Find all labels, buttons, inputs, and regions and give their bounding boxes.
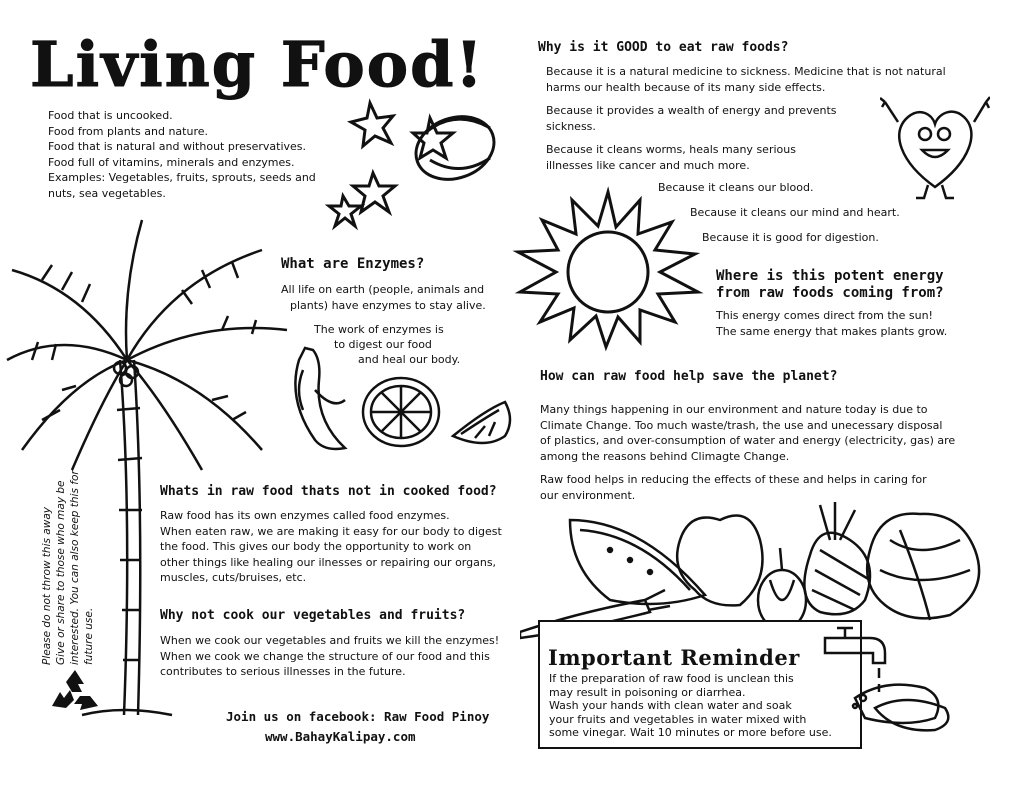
side-note-line: Give or share to those who may be <box>55 480 67 665</box>
planet-line: Climate Change. Too much waste/trash, the use and unecessary disposal <box>540 418 943 432</box>
side-note-line: future use. <box>83 607 95 665</box>
intro-line: Food full of vitamins, minerals and enzymes. <box>48 155 295 169</box>
enzymes-line-5: and heal our body. <box>358 353 461 366</box>
reminder-line: your fruits and vegetables in water mixed with <box>549 712 807 726</box>
planet-line: among the reasons behind Climagte Change. <box>540 449 790 463</box>
important-reminder-text <box>549 672 832 740</box>
why-good-short-2: Because it cleans our mind and heart. <box>690 206 900 219</box>
reminder-line: Wash your hands with clean water and soak <box>549 699 792 712</box>
reminder-line: some vinegar. Wait 10 minutes or more before use. <box>549 726 832 739</box>
not-cook-heading: Why not cook our vegetables and fruits? <box>160 608 466 623</box>
not-cook-line: When we cook we change the structure of our food and this <box>160 649 490 663</box>
not-cook-text <box>160 633 499 680</box>
reminder-line: If the preparation of raw food is unclean this <box>549 672 794 685</box>
faucet-hands-icon <box>815 618 975 738</box>
intro-text <box>48 108 316 201</box>
side-note-line: interested. You can also keep this for <box>69 470 81 665</box>
why-good-short-1: Because it cleans our blood. <box>658 181 814 194</box>
enzymes-line-1: All life on earth (people, animals and <box>281 283 485 296</box>
enzymes-line-2: plants) have enzymes to stay alive. <box>290 299 486 312</box>
lime-wedge-icon <box>453 402 510 443</box>
raw-vs-cooked-line: When eaten raw, we are making it easy for our body to digest <box>160 524 502 538</box>
why-good-line: Because it provides a wealth of energy and prevents <box>546 104 837 117</box>
planet-line: Many things happening in our environment and nature today is due to <box>540 403 928 416</box>
enzymes-line-4: to digest our food <box>334 338 432 351</box>
website-link[interactable]: www.BahayKalipay.com <box>265 729 416 744</box>
fruit-illustration <box>285 340 525 460</box>
planet-text <box>540 402 955 511</box>
intro-line: nuts, sea vegetables. <box>48 186 166 200</box>
raw-vs-cooked-line: other things like healing our ilnesses or repairing our organs, <box>160 555 497 569</box>
raw-vs-cooked-line: Raw food has its own enzymes called food enzymes. <box>160 509 450 522</box>
lemon-icon <box>363 378 439 446</box>
intro-line: Food that is natural and without preservatives. <box>48 140 307 153</box>
planet-heading: How can raw food help save the planet? <box>540 369 838 384</box>
enzymes-heading: What are Enzymes? <box>281 256 425 272</box>
why-good-short-3: Because it is good for digestion. <box>702 231 879 244</box>
intro-line: Examples: Vegetables, fruits, sprouts, seeds and <box>48 171 316 184</box>
not-cook-line: contributes to serious illnesses in the future. <box>160 665 406 678</box>
why-good-heading: Why is it GOOD to eat raw foods? <box>538 40 789 55</box>
facebook-link[interactable]: Join us on facebook: Raw Food Pinoy <box>226 709 490 724</box>
energy-heading <box>716 268 944 302</box>
planet-line: of plastics, and over-consumption of water and energy (electricity, gas) are <box>540 434 956 447</box>
why-good-line: Because it is a natural medicine to sickness. Medicine that is not natural <box>546 65 946 78</box>
why-good-line: Because it cleans worms, heals many serious <box>546 143 796 156</box>
why-good-line: illnesses like cancer and much more. <box>546 158 750 172</box>
why-good-line: harms our health because of its many side effects. <box>546 80 826 94</box>
side-note <box>40 455 100 665</box>
reminder-line: may result in poisoning or diarrhea. <box>549 685 746 699</box>
intro-line: Food that is uncooked. <box>48 109 173 122</box>
energy-heading-line: from raw foods coming from? <box>716 285 944 301</box>
raw-vs-cooked-line: the food. This gives our body the opportunity to work on <box>160 540 472 553</box>
heart-character-icon <box>880 92 990 202</box>
energy-heading-line: Where is this potent energy <box>716 268 944 284</box>
energy-line: This energy comes direct from the sun! <box>716 309 933 322</box>
enzymes-line-3: The work of enzymes is <box>314 323 444 336</box>
why-good-line: sickness. <box>546 119 596 133</box>
planet-line: Raw food helps in reducing the effects of these and helps in caring for <box>540 473 927 486</box>
side-note-line: Please do not throw this away <box>41 507 53 665</box>
star-fruit-icon <box>325 88 510 238</box>
intro-line: Food from plants and nature. <box>48 124 208 138</box>
important-reminder-heading: Important Reminder <box>548 645 800 670</box>
raw-vs-cooked-heading: Whats in raw food thats not in cooked food? <box>160 484 497 499</box>
raw-vs-cooked-text <box>160 508 502 586</box>
page-title: Living Food! <box>30 28 485 101</box>
energy-text <box>716 308 947 339</box>
recycle-icon <box>50 668 100 714</box>
energy-line: The same energy that makes plants grow. <box>716 324 948 338</box>
sun-icon <box>500 182 720 352</box>
planet-line: our environment. <box>540 488 636 502</box>
banana-icon <box>295 348 345 449</box>
not-cook-line: When we cook our vegetables and fruits we kill the enzymes! <box>160 634 500 647</box>
raw-vs-cooked-line: muscles, cuts/bruises, etc. <box>160 571 307 584</box>
